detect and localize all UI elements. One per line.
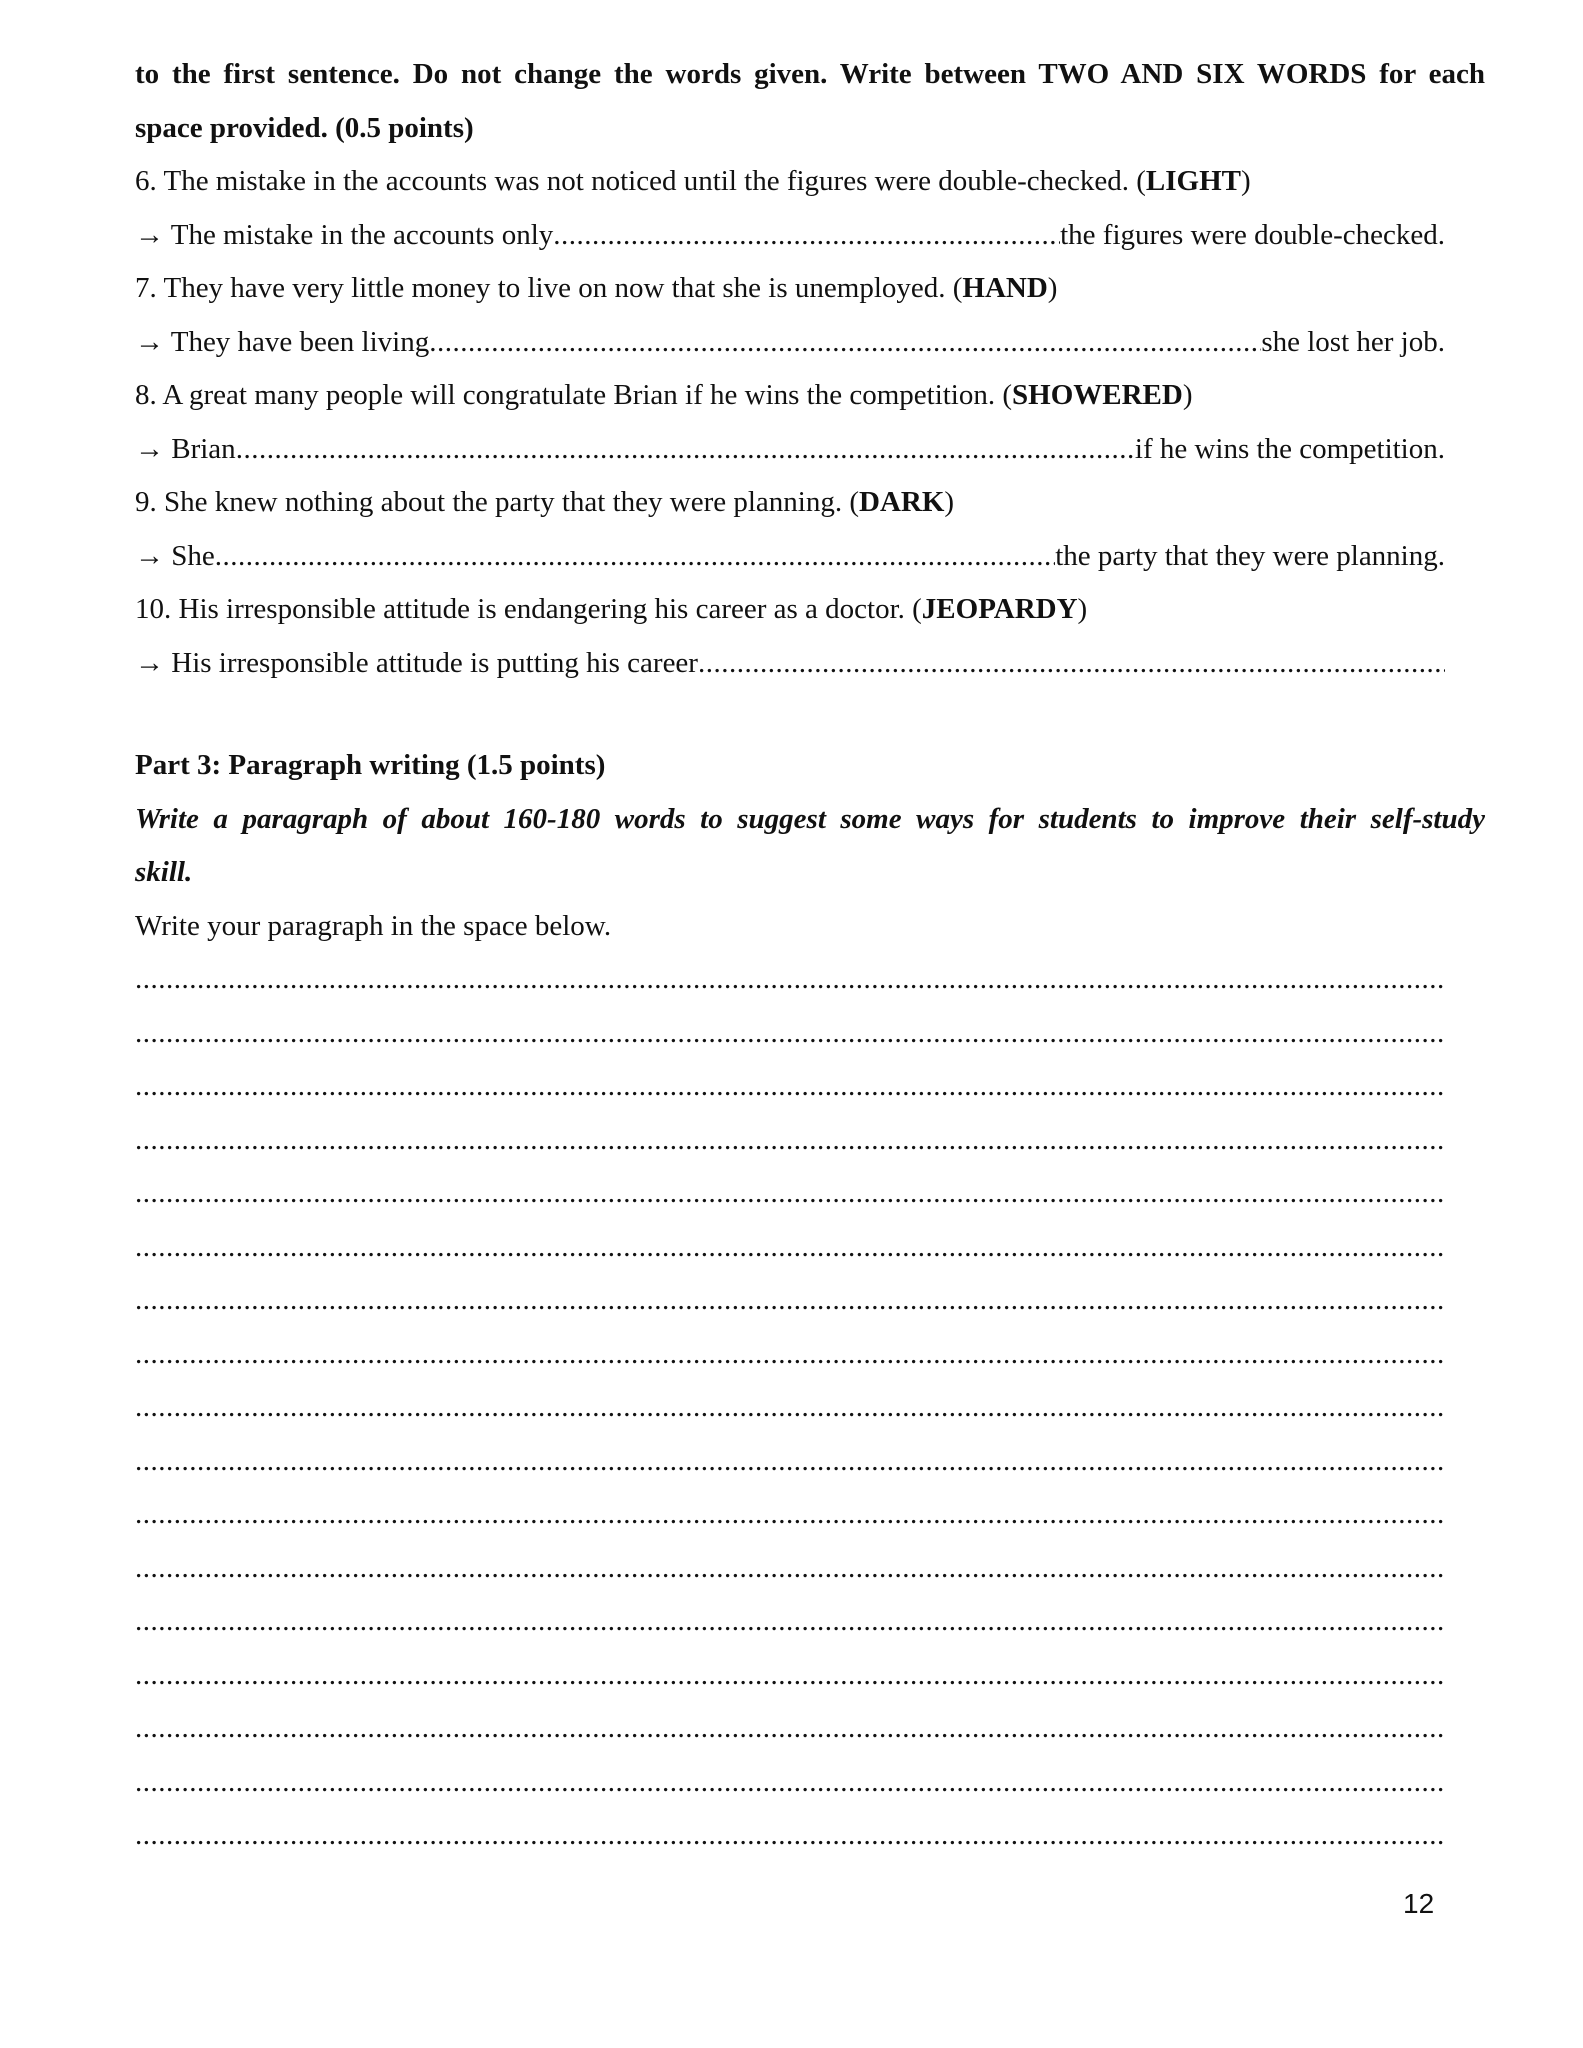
writing-line[interactable] [135,1595,1445,1649]
page-number: 12 [1403,1888,1435,1919]
answer-blank[interactable] [698,637,1445,691]
answer-end-text: she lost her job. [1261,325,1445,358]
question-close-paren: ) [1182,379,1193,411]
answer-start-text: → They have been living [135,325,430,358]
answer-start-text: → Brian [135,432,236,465]
writing-line[interactable] [135,1702,1445,1756]
writing-line[interactable] [135,1221,1445,1275]
question-7-prompt [135,262,1485,316]
writing-line[interactable] [135,1649,1445,1703]
writing-line[interactable] [135,1756,1445,1810]
part3-task-line-1: Write a paragraph of about 160-180 words to suggest some ways for students to improve their self-study [135,802,1485,835]
question-6-prompt [135,155,1485,209]
writing-line[interactable] [135,1809,1445,1863]
question-prompt-text: 7. They have very little money to live on now that she is unemployed. ( [135,272,963,304]
paragraph-writing-area[interactable] [135,953,1485,1863]
writing-line[interactable] [135,953,1445,1007]
writing-line[interactable] [135,1328,1445,1382]
writing-line[interactable] [135,1381,1445,1435]
answer-end-text: the figures were double-checked. [1060,218,1445,251]
instructions-line-1: to the first sentence. Do not change the words given. Write between TWO AND SIX WORDS for each [135,58,1485,90]
answer-blank[interactable] [553,209,1060,263]
writing-line[interactable] [135,1114,1445,1168]
question-keyword: SHOWERED [1012,379,1183,411]
question-prompt-text: 8. A great many people will congratulate Brian if he wins the competition. ( [135,379,1013,411]
question-keyword: HAND [962,272,1048,304]
question-7-answer-line[interactable] [135,316,1445,370]
question-8-prompt [135,369,1485,423]
writing-line[interactable] [135,1167,1445,1221]
question-9-prompt [135,476,1485,530]
writing-line[interactable] [135,1060,1445,1114]
worksheet-page [135,48,1485,1863]
question-prompt-text: 9. She knew nothing about the party that they were planning. ( [135,486,860,518]
answer-end-text: if he wins the competition. [1134,432,1445,465]
question-close-paren: ) [1241,165,1251,197]
question-8-answer-line[interactable] [135,423,1445,477]
question-9-answer-line[interactable] [135,530,1445,584]
question-10-answer-line[interactable] [135,637,1445,691]
question-keyword: JEOPARDY [921,593,1078,625]
part3-direction: Write your paragraph in the space below. [135,909,612,942]
question-close-paren: ) [1047,272,1058,304]
writing-line[interactable] [135,1488,1445,1542]
answer-blank[interactable] [429,316,1261,370]
question-keyword: LIGHT [1145,165,1242,197]
answer-start-text: → His irresponsible attitude is putting his career [135,646,698,679]
question-prompt-text: 6. The mistake in the accounts was not noticed until the figures were double-checked. ( [135,165,1146,197]
question-close-paren: ) [1077,593,1088,625]
question-keyword: DARK [859,486,945,518]
writing-line[interactable] [135,1435,1445,1489]
question-close-paren: ) [944,486,955,518]
section-spacer [135,690,1485,739]
answer-start-text: → She [135,539,215,572]
answer-blank[interactable] [236,423,1135,477]
answer-start-text: → The mistake in the accounts only [135,218,554,251]
answer-blank[interactable] [215,530,1055,584]
instructions-line-2: space provided. (0.5 points) [135,111,474,144]
part3-task-line-2: skill. [135,856,193,888]
writing-line[interactable] [135,1274,1445,1328]
question-6-answer-line[interactable] [135,209,1445,263]
question-10-prompt [135,583,1485,637]
part3-heading: Part 3: Paragraph writing (1.5 points) [135,749,606,781]
question-prompt-text: 10. His irresponsible attitude is endangering his career as a doctor. ( [135,593,922,625]
writing-line[interactable] [135,1542,1445,1596]
writing-line[interactable] [135,1007,1445,1061]
answer-end-text: the party that they were planning. [1055,539,1445,572]
